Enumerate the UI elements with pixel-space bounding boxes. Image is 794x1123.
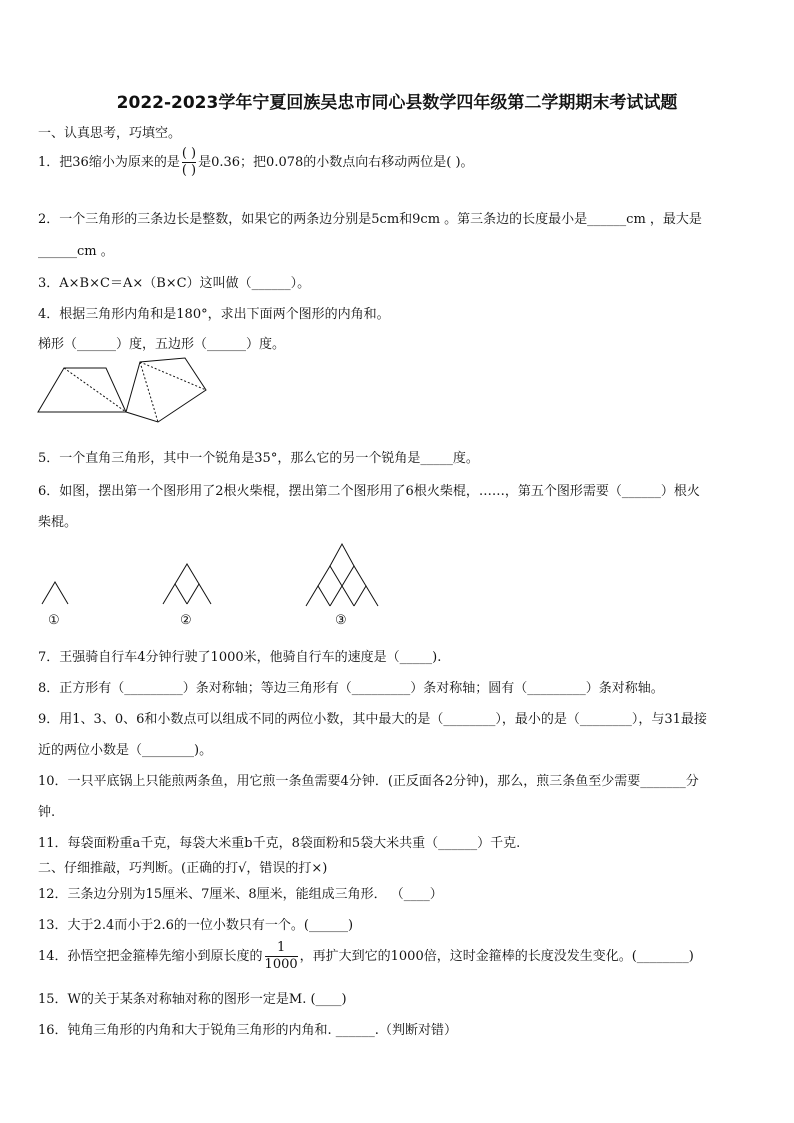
question-10-line-1: 10．一只平底锅上只能煎两条鱼，用它煎一条鱼需要4分钟．(正反面各2分钟)，那么，煎三条鱼至少需要_______分 (38, 774, 699, 789)
question-4-line-2: 梯形（______）度，五边形（______）度。 (38, 337, 286, 352)
question-6-line-2: 柴棍。 (38, 515, 78, 530)
question-14 (38, 940, 694, 973)
question-9-line-2: 近的两位小数是（________)。 (38, 743, 213, 758)
question-7: 7．王强骑自行车4分钟行驶了1000米，他骑自行车的速度是（_____). (38, 650, 442, 665)
question-13: 13．大于2.4而小于2.6的一位小数只有一个。(______) (38, 918, 354, 933)
q1-pre: 1．把36缩小为原来的是 (38, 155, 180, 170)
matchstick-figure-2 (163, 564, 211, 604)
question-16: 16．钝角三角形的内角和大于锐角三角形的内角和. ______.（判断对错） (38, 1023, 457, 1038)
q14-pre: 14．孙悟空把金箍棒先缩小到原长度的 (38, 949, 263, 964)
question-10-line-2: 钟. (38, 805, 56, 820)
section-1-heading: 一、认真思考，巧填空。 (38, 126, 182, 141)
q1-fraction (182, 146, 196, 179)
question-2-line-1: 2．一个三角形的三条边长是整数，如果它的两条边分别是5cm和9cm 。第三条边的长度最小是______cm ，最大是 (38, 212, 702, 227)
matchstick-figure-1 (42, 582, 68, 604)
q14-frac-num: 1 (276, 940, 286, 955)
q14-frac-den: 1000 (264, 957, 298, 972)
question-4-line-1: 4．根据三角形内角和是180°，求出下面两个图形的内角和。 (38, 307, 390, 322)
question-8: 8．正方形有（_________）条对称轴；等边三角形有（_________）条对称轴；圆有（_________）条对称轴。 (38, 681, 664, 696)
q14-post: ，再扩大到它的1000倍，这时金箍棒的长度没发生变化。(________) (299, 949, 694, 964)
page-title: 2022-2023学年宁夏回族吴忠市同心县数学四年级第二学期期末考试试题 (116, 93, 678, 113)
q1-post: 是0.36；把0.078的小数点向右移动两位是( )。 (198, 155, 474, 170)
trapezoid-shape (38, 368, 126, 412)
q14-fraction (265, 940, 298, 973)
question-11: 11．每袋面粉重a千克，每袋大米重b千克，8袋面粉和5袋大米共重（______）千克. (38, 836, 521, 851)
figure-label-1: ① (48, 613, 60, 628)
q1-frac-den: ( ) (181, 163, 197, 178)
matchstick-figure-3 (306, 544, 378, 606)
figure-label-3: ③ (335, 613, 347, 628)
question-12: 12．三条边分别为15厘米、7厘米、8厘米，能组成三角形． （____） (38, 887, 443, 902)
figure-label-2: ② (180, 613, 192, 628)
question-6-line-1: 6．如图，摆出第一个图形用了2根火柴棍，摆出第二个图形用了6根火柴棍，……，第五个图形需要（______）根火 (38, 484, 700, 499)
question-2-line-2: ______cm 。 (38, 244, 114, 259)
pentagon-shape (126, 358, 206, 422)
question-9-line-1: 9．用1、3、0、6和小数点可以组成不同的两位小数，其中最大的是（________），最小的是（________），与31最接 (38, 712, 707, 727)
question-1 (38, 146, 474, 179)
question-3: 3．A×B×C＝A×（B×C）这叫做（______）。 (38, 276, 311, 291)
question-15: 15．W的关于某条对称轴对称的图形一定是M. (____) (38, 992, 347, 1007)
q1-frac-num: ( ) (181, 146, 197, 161)
section-2-heading: 二、仔细推敲，巧判断。(正确的打√，错误的打×) (38, 861, 328, 876)
question-5: 5．一个直角三角形，其中一个锐角是35°，那么它的另一个锐角是_____度。 (38, 451, 479, 466)
